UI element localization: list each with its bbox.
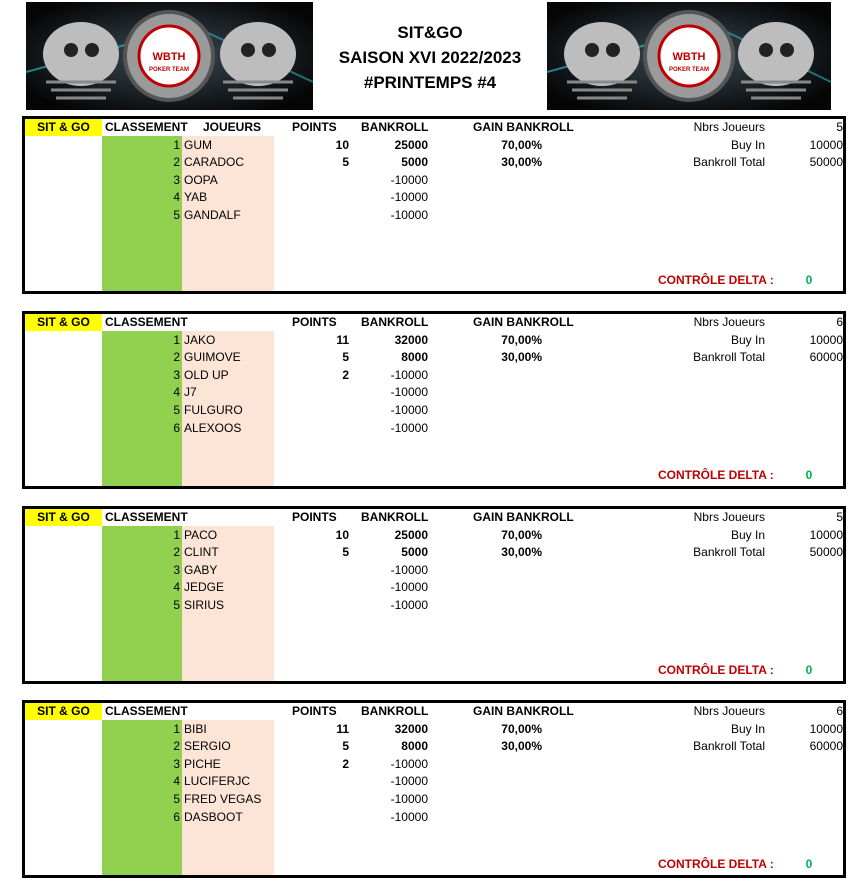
player-name: SERGIO (184, 739, 231, 754)
player-bankroll: -10000 (390, 367, 428, 382)
player-bankroll: -10000 (390, 172, 428, 187)
player-gain: 30,00% (501, 350, 542, 365)
player-gain: 70,00% (501, 527, 542, 542)
player-name: GANDALF (184, 207, 241, 222)
sitgo-label: SIT & GO (25, 703, 102, 720)
player-bankroll: 8000 (401, 350, 428, 365)
player-bankroll: 32000 (394, 721, 428, 736)
player-name: LUCIFERJC (184, 774, 251, 789)
bankroll-total-label: Bankroll Total (693, 350, 765, 365)
header-points: POINTS (292, 315, 337, 329)
title-line-2: SAISON XVI 2022/2023 (338, 48, 522, 67)
sitgo-table (22, 506, 846, 684)
sitgo-table (22, 116, 846, 294)
controle-delta-value: 0 (805, 468, 813, 482)
player-rank: 3 (173, 367, 180, 382)
player-points: 10 (335, 137, 349, 152)
bankroll-total-label: Bankroll Total (693, 545, 765, 560)
bankroll-total-value: 60000 (809, 350, 843, 365)
player-rank: 5 (173, 402, 180, 417)
buy-in-value: 10000 (809, 137, 843, 152)
controle-delta-value: 0 (805, 857, 813, 871)
player-points: 11 (336, 721, 349, 736)
controle-delta-value: 0 (805, 273, 813, 287)
bankroll-total-label: Bankroll Total (693, 155, 765, 170)
player-name: PICHE (184, 756, 221, 771)
buy-in-label: Buy In (730, 527, 765, 542)
player-points: 5 (342, 739, 349, 754)
header-bankroll: BANKROLL (361, 315, 429, 329)
player-bankroll: -10000 (390, 385, 428, 400)
player-name: GUM (184, 137, 212, 152)
header-gain-bankroll: GAIN BANKROLL (473, 120, 574, 134)
sitgo-table (22, 700, 846, 878)
controle-delta-value: 0 (805, 663, 813, 677)
header-joueurs: JOUEURS (203, 120, 262, 134)
skull-right-icon (738, 22, 814, 86)
player-rank: 1 (173, 332, 180, 347)
nbrs-joueurs-label: Nbrs Joueurs (693, 315, 765, 329)
player-name: OOPA (184, 172, 218, 187)
player-rank: 5 (173, 791, 180, 806)
player-name: OLD UP (184, 367, 229, 382)
sitgo-label: SIT & GO (25, 314, 102, 331)
controle-delta-label: CONTRÔLE DELTA : (658, 468, 774, 482)
svg-text:POKER TEAM: POKER TEAM (668, 67, 710, 73)
player-bankroll: 8000 (401, 739, 428, 754)
player-points: 10 (335, 527, 349, 542)
bankroll-total-label: Bankroll Total (693, 739, 765, 754)
nbrs-joueurs-value: 5 (836, 120, 843, 134)
player-bankroll: -10000 (390, 207, 428, 222)
player-gain: 30,00% (501, 155, 542, 170)
player-name: FULGURO (184, 402, 243, 417)
player-bankroll: 5000 (401, 155, 428, 170)
controle-delta-label: CONTRÔLE DELTA : (658, 273, 774, 287)
player-name: GUIMOVE (184, 350, 241, 365)
skull-right-icon (220, 22, 296, 86)
bankroll-total-value: 60000 (809, 739, 843, 754)
player-points: 5 (342, 350, 349, 365)
header-points: POINTS (292, 704, 337, 718)
controle-delta-label: CONTRÔLE DELTA : (658, 857, 774, 871)
sitgo-label: SIT & GO (25, 119, 102, 136)
wbth-logo-banner (547, 2, 831, 110)
player-bankroll: -10000 (390, 791, 428, 806)
player-rank: 1 (173, 527, 180, 542)
player-rank: 4 (173, 774, 180, 789)
header-points: POINTS (292, 120, 337, 134)
player-points: 5 (342, 545, 349, 560)
player-gain: 70,00% (501, 721, 542, 736)
player-rank: 4 (173, 190, 180, 205)
header-classement: CLASSEMENT (105, 315, 188, 329)
player-bankroll: 5000 (401, 545, 428, 560)
header-points: POINTS (292, 510, 337, 524)
player-gain: 30,00% (501, 545, 542, 560)
nbrs-joueurs-value: 6 (836, 704, 843, 718)
nbrs-joueurs-value: 6 (836, 315, 843, 329)
header-bankroll: BANKROLL (361, 510, 429, 524)
svg-text:WBTH: WBTH (672, 51, 706, 63)
player-bankroll: -10000 (390, 756, 428, 771)
bankroll-total-value: 50000 (809, 155, 843, 170)
player-name: J7 (184, 385, 197, 400)
player-rank: 3 (173, 562, 180, 577)
player-rank: 2 (173, 155, 180, 170)
header-gain-bankroll: GAIN BANKROLL (473, 315, 574, 329)
buy-in-label: Buy In (730, 137, 765, 152)
banner-left (26, 2, 313, 110)
nbrs-joueurs-label: Nbrs Joueurs (693, 510, 765, 524)
buy-in-value: 10000 (809, 721, 843, 736)
buy-in-value: 10000 (809, 527, 843, 542)
player-name: CLINT (184, 545, 219, 560)
player-name: DASBOOT (184, 809, 243, 824)
title-line-3: #PRINTEMPS #4 (363, 73, 497, 92)
nbrs-joueurs-label: Nbrs Joueurs (693, 704, 765, 718)
skull-left-icon (564, 22, 640, 86)
wbth-logo-banner (26, 2, 313, 110)
bankroll-total-value: 50000 (809, 545, 843, 560)
skull-left-icon (43, 22, 119, 86)
header-gain-bankroll: GAIN BANKROLL (473, 704, 574, 718)
player-name: YAB (184, 190, 208, 205)
player-points: 11 (336, 332, 349, 347)
buy-in-label: Buy In (730, 721, 765, 736)
banner-right (547, 2, 831, 110)
buy-in-label: Buy In (730, 332, 765, 347)
player-name: PACO (184, 527, 218, 542)
player-bankroll: -10000 (390, 420, 428, 435)
player-gain: 30,00% (501, 739, 542, 754)
player-points: 2 (342, 756, 349, 771)
player-bankroll: -10000 (390, 580, 428, 595)
sitgo-label: SIT & GO (25, 509, 102, 526)
player-gain: 70,00% (501, 137, 542, 152)
player-rank: 2 (173, 545, 180, 560)
player-rank: 2 (173, 350, 180, 365)
player-rank: 4 (173, 385, 180, 400)
player-rank: 2 (173, 739, 180, 754)
nbrs-joueurs-value: 5 (836, 510, 843, 524)
player-rank: 4 (173, 580, 180, 595)
player-name: CARADOC (184, 155, 245, 170)
header-bankroll: BANKROLL (361, 704, 429, 718)
player-bankroll: -10000 (390, 402, 428, 417)
title-line-1: SIT&GO (397, 23, 463, 42)
player-bankroll: 25000 (394, 527, 428, 542)
page-title (313, 20, 547, 95)
player-points: 2 (342, 367, 349, 382)
header-classement: CLASSEMENT (105, 704, 188, 718)
svg-text:WBTH: WBTH (152, 51, 186, 63)
player-rank: 1 (173, 137, 180, 152)
player-name: JEDGE (184, 580, 225, 595)
player-bankroll: 25000 (394, 137, 428, 152)
player-bankroll: -10000 (390, 190, 428, 205)
player-name: SIRIUS (184, 597, 225, 612)
player-gain: 70,00% (501, 332, 542, 347)
sitgo-table (22, 311, 846, 489)
player-bankroll: -10000 (390, 597, 428, 612)
player-bankroll: -10000 (390, 774, 428, 789)
header-classement: CLASSEMENT (105, 120, 188, 134)
player-rank: 3 (173, 756, 180, 771)
player-rank: 1 (173, 721, 180, 736)
player-rank: 5 (173, 207, 180, 222)
svg-text:POKER TEAM: POKER TEAM (148, 67, 190, 73)
player-name: FRED VEGAS (184, 791, 262, 806)
controle-delta-label: CONTRÔLE DELTA : (658, 663, 774, 677)
player-bankroll: -10000 (390, 809, 428, 824)
player-rank: 3 (173, 172, 180, 187)
player-name: JAKO (184, 332, 216, 347)
header-gain-bankroll: GAIN BANKROLL (473, 510, 574, 524)
buy-in-value: 10000 (809, 332, 843, 347)
player-bankroll: 32000 (394, 332, 428, 347)
nbrs-joueurs-label: Nbrs Joueurs (693, 120, 765, 134)
player-rank: 6 (173, 420, 180, 435)
player-points: 5 (342, 155, 349, 170)
player-bankroll: -10000 (390, 562, 428, 577)
player-rank: 6 (173, 809, 180, 824)
player-name: GABY (184, 562, 218, 577)
header-bankroll: BANKROLL (361, 120, 429, 134)
player-rank: 5 (173, 597, 180, 612)
player-name: BIBI (184, 721, 207, 736)
player-name: ALEXOOS (184, 420, 242, 435)
header-classement: CLASSEMENT (105, 510, 188, 524)
